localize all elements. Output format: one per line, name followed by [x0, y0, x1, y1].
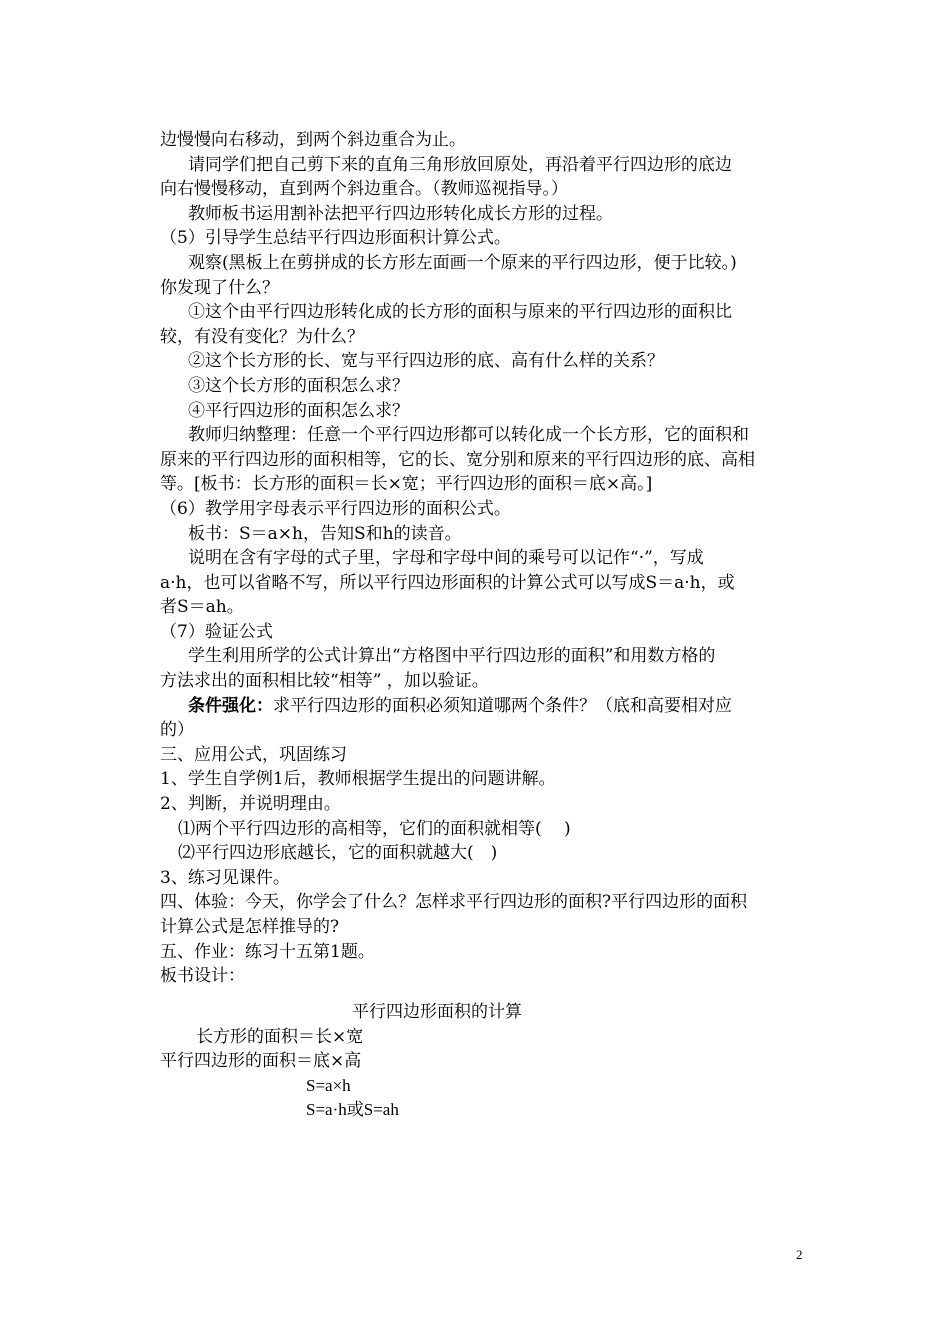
- line-text: 学生利用所学的公式计算出“方格图中平行四边形的面积”和用数方格的: [188, 646, 716, 667]
- text-line: [160, 620, 810, 645]
- text-line: [160, 817, 810, 842]
- text-line: [160, 546, 810, 571]
- text-line: [160, 276, 810, 301]
- line-text: 向右慢慢移动，直到两个斜边重合。（教师巡视指导。）: [160, 179, 568, 200]
- line-text: （7）验证公式: [160, 621, 273, 642]
- text-line: [160, 595, 810, 620]
- line-text: ②这个长方形的长、宽与平行四边形的底、高有什么样的关系？: [188, 351, 664, 372]
- text-line: [160, 325, 810, 350]
- line-text: 3、练习见课件。: [160, 867, 290, 888]
- line-text: 你发现了什么？: [160, 277, 279, 298]
- line-text: 教师归纳整理：任意一个平行四边形都可以转化成一个长方形，它的面积和: [188, 425, 749, 446]
- text-line: [160, 841, 810, 866]
- board-letter-formula-1: S=a×h: [306, 1075, 351, 1095]
- board-letter-formula-2: S=a·h或S=ah: [306, 1100, 399, 1120]
- line-text: ④平行四边形的面积怎么求？: [188, 400, 409, 421]
- text-line: [160, 226, 810, 251]
- line-text: 者S＝ah。: [160, 597, 244, 618]
- line-text: 1、学生自学例1后，教师根据学生提出的问题讲解。: [160, 769, 556, 790]
- line-text: 较，有没有变化？为什么？: [160, 326, 364, 347]
- text-line: [160, 890, 810, 915]
- text-line: [160, 399, 810, 424]
- line-text: 板书设计：: [160, 966, 245, 987]
- text-line: [160, 767, 810, 792]
- text-line: [160, 128, 810, 153]
- line-text: ①这个由平行四边形转化成的长方形的面积与原来的平行四边形的面积比: [188, 302, 732, 323]
- line-text: 说明在含有字母的式子里，字母和字母中间的乘号可以记作“·”，写成: [188, 548, 704, 569]
- text-line: [160, 202, 810, 227]
- line-text: 求平行四边形的面积必须知道哪两个条件？（底和高要相对应: [273, 695, 732, 716]
- blackboard-design: [160, 1000, 810, 1123]
- text-line: [160, 300, 810, 325]
- text-line: [160, 743, 810, 768]
- line-text: 四、体验：今天，你学会了什么？怎样求平行四边形的面积?平行四边形的面积: [160, 892, 748, 913]
- page-number: 2: [796, 1247, 803, 1262]
- text-line: [160, 915, 810, 940]
- text-line: [160, 177, 810, 202]
- text-line: [160, 374, 810, 399]
- line-text: 等。[板书：长方形的面积＝长×宽；平行四边形的面积＝底×高。]: [160, 474, 653, 495]
- board-rectangle-formula: 长方形的面积＝长×宽: [196, 1026, 364, 1047]
- line-text: 板书：S＝a×h，告知S和h的读音。: [188, 523, 462, 544]
- line-text: 原来的平行四边形的面积相等，它的长、宽分别和原来的平行四边形的底、高相: [160, 449, 755, 470]
- text-line: [160, 940, 810, 965]
- line-text: 2、判断，并说明理由。: [160, 794, 341, 815]
- line-text: 的）: [160, 720, 194, 741]
- text-line: [160, 694, 810, 719]
- line-text: 请同学们把自己剪下来的直角三角形放回原处，再沿着平行四边形的底边: [188, 154, 732, 175]
- text-line: [160, 153, 810, 178]
- text-line: [160, 448, 810, 473]
- line-text: ③这个长方形的面积怎么求？: [188, 375, 409, 396]
- line-text: （5）引导学生总结平行四边形面积计算公式。: [160, 228, 511, 249]
- text-line: [160, 792, 810, 817]
- line-text: ⑵平行四边形底越长，它的面积就越大( ): [178, 843, 498, 864]
- line-text: 计算公式是怎样推导的?: [160, 917, 340, 937]
- text-line: [160, 571, 810, 596]
- board-title: 平行四边形面积的计算: [352, 1002, 522, 1022]
- line-text: 边慢慢向右移动，到两个斜边重合为止。: [160, 130, 466, 150]
- board-parallelogram-formula: 平行四边形的面积＝底×高: [160, 1051, 362, 1072]
- text-line: [160, 251, 810, 276]
- text-line: [160, 472, 810, 497]
- line-text: 方法求出的面积相比较“相等” ，加以验证。: [160, 671, 489, 692]
- text-line: [160, 423, 810, 448]
- line-text: 三、应用公式，巩固练习: [160, 744, 347, 765]
- line-text: 教师板书运用割补法把平行四边形转化成长方形的过程。: [188, 203, 613, 224]
- text-line: [160, 349, 810, 374]
- line-text: 观察(黑板上在剪拼成的长方形左面画一个原来的平行四边形，便于比较。): [188, 252, 737, 273]
- text-line: [160, 497, 810, 522]
- line-text: 五、作业：练习十五第1题。: [160, 941, 375, 962]
- text-line: [160, 522, 810, 547]
- text-line: [160, 964, 810, 989]
- line-text: （6）教学用字母表示平行四边形的面积公式。: [160, 498, 511, 519]
- text-line: [160, 669, 810, 694]
- bold-label: 条件强化：: [188, 695, 273, 716]
- text-line: [160, 866, 810, 891]
- line-text: ⑴两个平行四边形的高相等，它们的面积就相等( ): [178, 818, 571, 839]
- line-text: a·h，也可以省略不写，所以平行四边形面积的计算公式可以写成S＝a·h，或: [160, 572, 735, 593]
- text-line: [160, 644, 810, 669]
- text-line: [160, 718, 810, 743]
- document-body: [160, 128, 810, 989]
